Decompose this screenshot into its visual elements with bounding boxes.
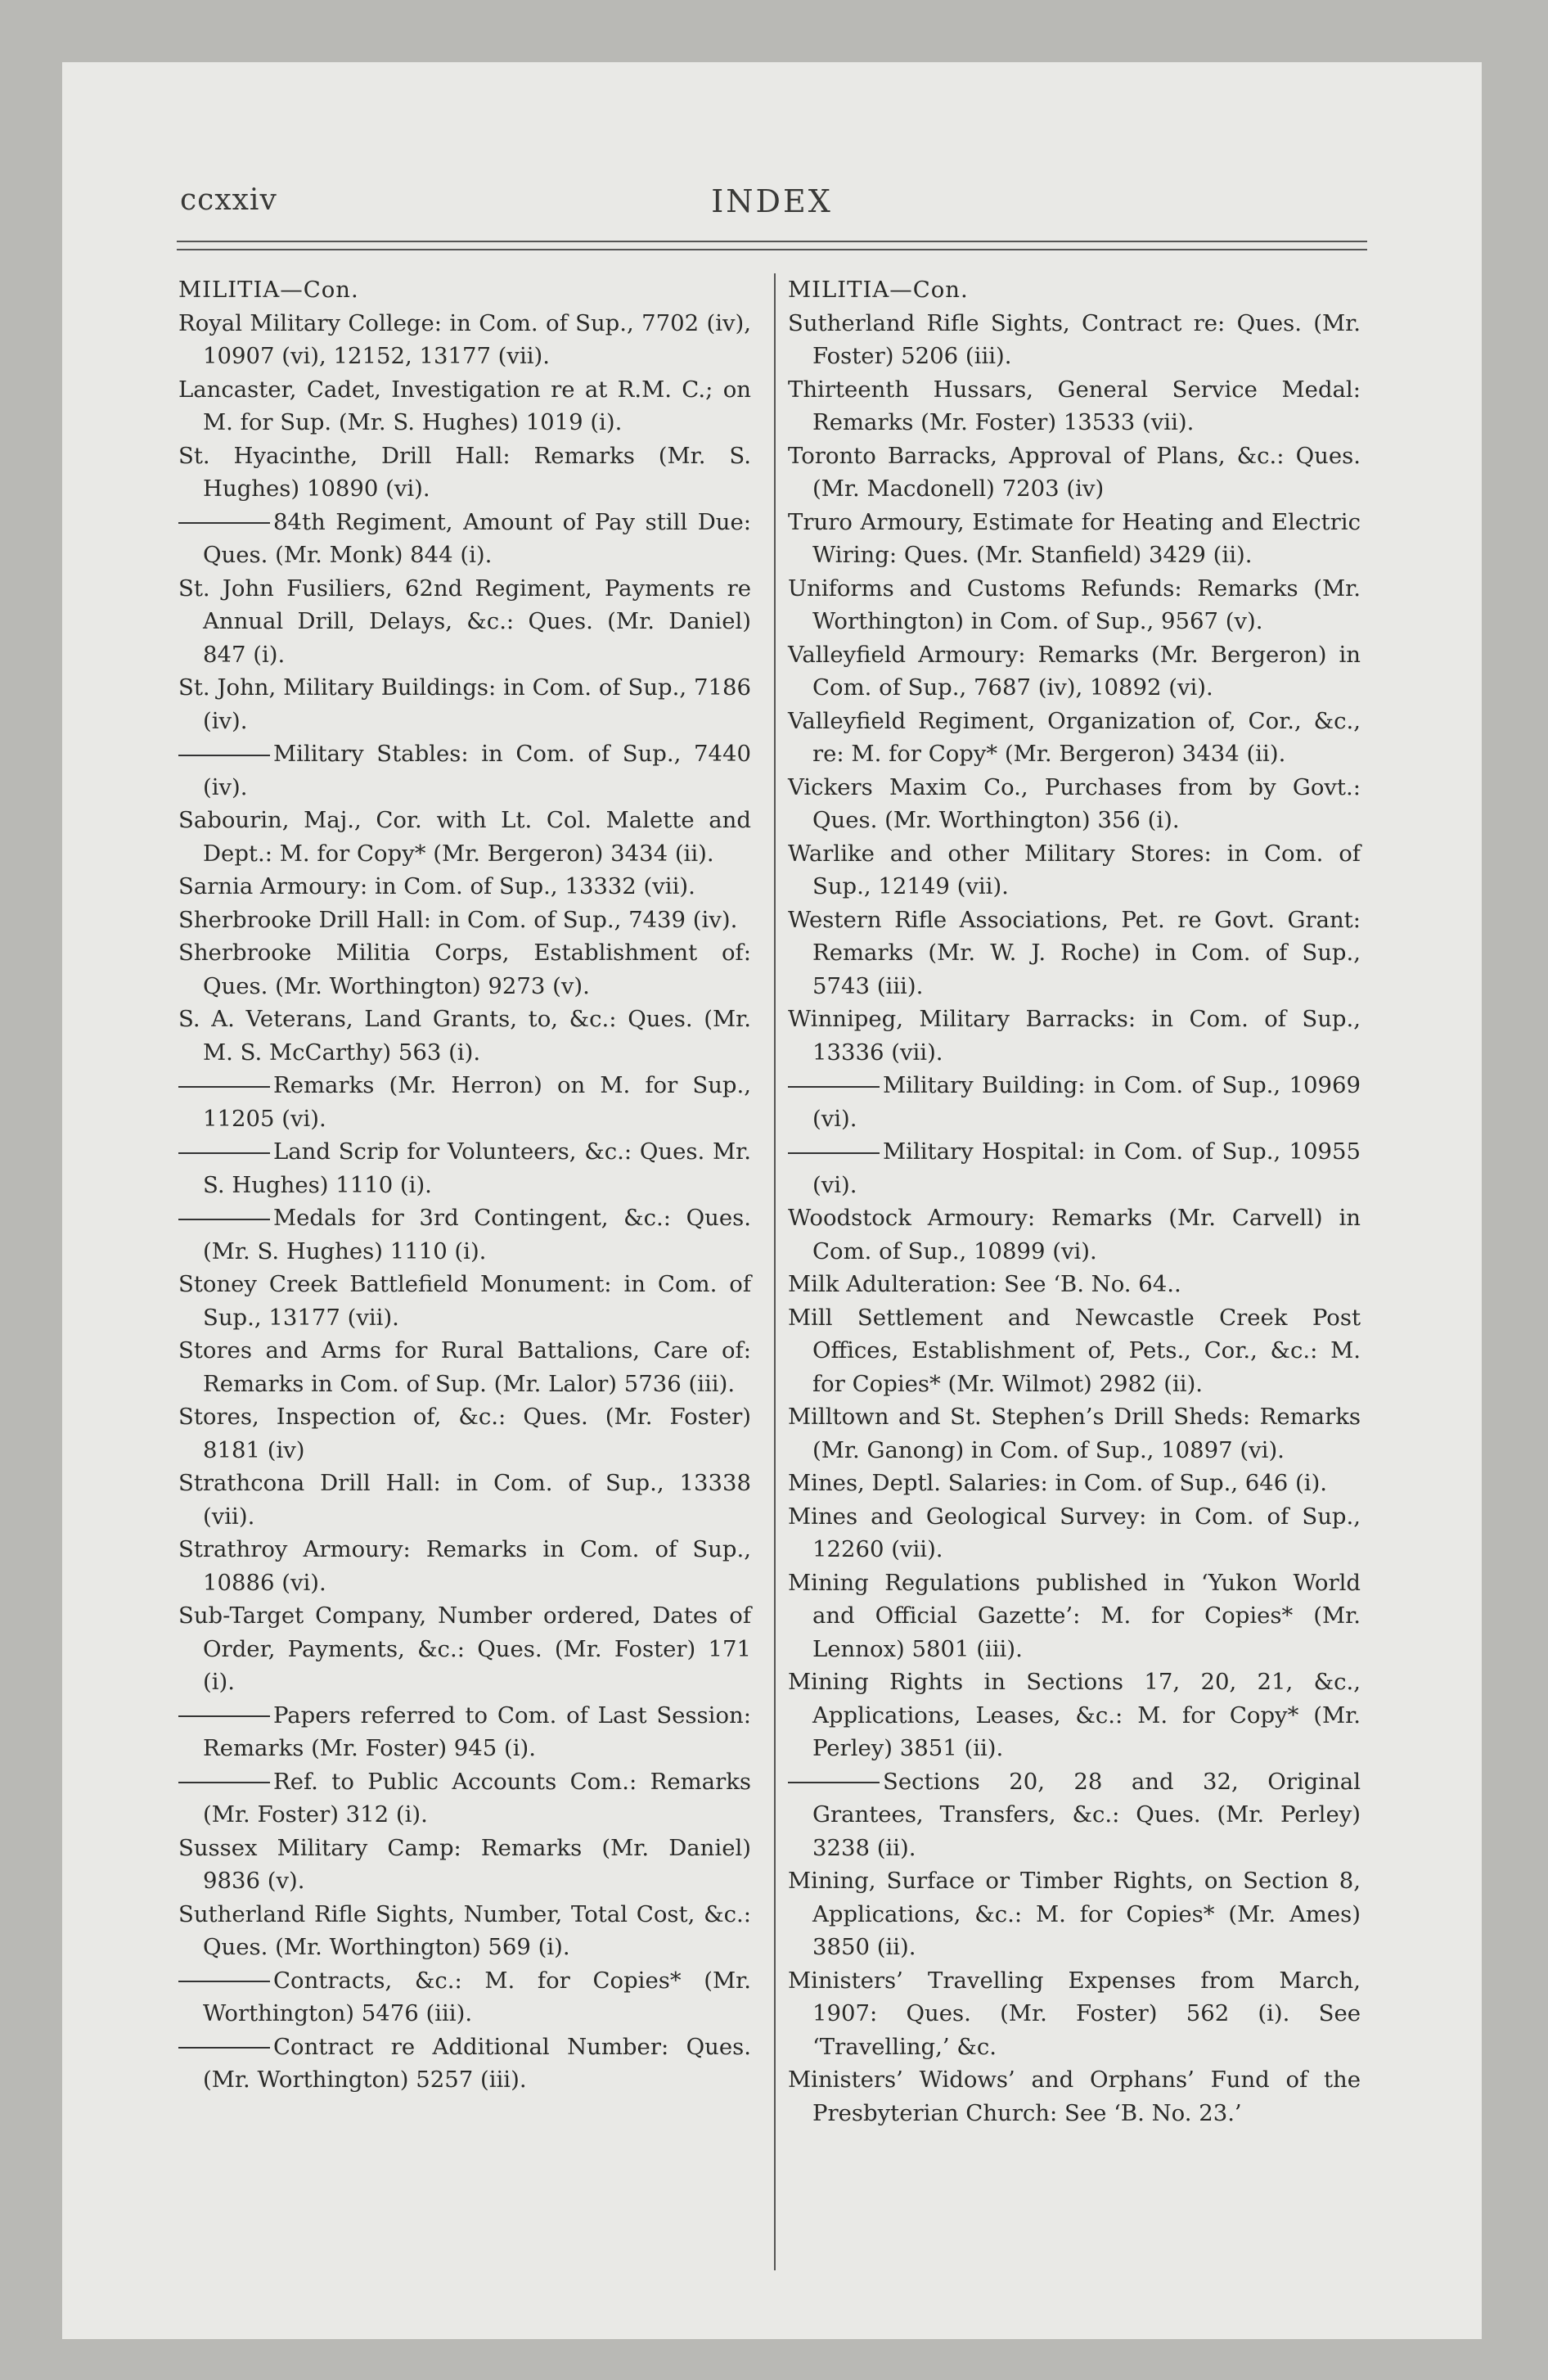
column-divider xyxy=(774,273,776,2270)
index-entry-text: Sutherland Rifle Sights, Number, Total Cost, &c.: Ques. (Mr. Worthington) 569 (i). xyxy=(178,1900,751,1960)
section-heading: MILITIA—Con. xyxy=(788,277,969,303)
index-entry-text: Sutherland Rifle Sights, Contract re: Ques. (Mr. Foster) 5206 (iii). xyxy=(788,309,1361,369)
repeat-dash xyxy=(178,1981,270,1982)
index-entry xyxy=(178,1003,751,1069)
index-entry xyxy=(788,1201,1361,1268)
index-entry-text: Mill Settlement and Newcastle Creek Post Offices, Establishment of, Pets., Cor., &c.: M. for Copies* (Mr. Wilmot) 2982 (ii). xyxy=(788,1304,1361,1397)
repeat-dash xyxy=(788,1152,880,1154)
index-entry xyxy=(178,1268,751,1334)
index-entry-text: Mines, Deptl. Salaries: in Com. of Sup., 646 (i). xyxy=(788,1470,1328,1496)
repeat-dash xyxy=(178,1715,270,1717)
index-entry-text: Remarks (Mr. Herron) on M. for Sup., 11205 (vi). xyxy=(203,1072,751,1132)
index-entry xyxy=(178,1201,751,1268)
index-entry-text: Contract re Additional Number: Ques. (Mr. Worthington) 5257 (iii). xyxy=(203,2033,751,2093)
index-entry xyxy=(178,1069,751,1135)
repeat-dash xyxy=(178,1152,270,1154)
index-entry xyxy=(788,506,1361,572)
index-entry-text: Sarnia Armoury: in Com. of Sup., 13332 (vii). xyxy=(178,873,695,899)
index-entry xyxy=(178,307,751,373)
index-entry xyxy=(178,804,751,870)
index-entry-text: Royal Military College: in Com. of Sup., 7702 (iv), 10907 (vi), 12152, 13177 (vii). xyxy=(178,309,751,369)
repeat-dash xyxy=(178,1086,270,1088)
index-entry xyxy=(788,572,1361,638)
index-entry-text: Thirteenth Hussars, General Service Medal: Remarks (Mr. Foster) 13533 (vii). xyxy=(788,376,1361,435)
index-entry xyxy=(788,1069,1361,1135)
index-entry xyxy=(178,1599,751,1699)
index-entry-text: Lancaster, Cadet, Investigation re at R.M. C.; on M. for Sup. (Mr. S. Hughes) 1019 (i). xyxy=(178,376,751,435)
repeat-dash xyxy=(178,1782,270,1783)
index-entry xyxy=(178,1699,751,1765)
index-entry-text: Valleyfield Regiment, Organization of, Cor., &c., re: M. for Copy* (Mr. Bergeron) 3434 (ii). xyxy=(788,707,1361,767)
index-entry xyxy=(178,1135,751,1201)
index-entry-text: Mining Rights in Sections 17, 20, 21, &c., Applications, Leases, &c.: M. for Copy* (Mr. Perley) 3851 (ii). xyxy=(788,1669,1361,1761)
index-entry-text: Milk Adulteration: See ‘B. No. 64.. xyxy=(788,1271,1181,1297)
page-title: INDEX xyxy=(711,183,833,219)
repeat-dash xyxy=(788,1086,880,1088)
index-entry-text: Medals for 3rd Contingent, &c.: Ques. (Mr. S. Hughes) 1110 (i). xyxy=(203,1205,751,1264)
index-entry xyxy=(788,1864,1361,1964)
index-entry xyxy=(178,1467,751,1533)
index-entry-text: Mines and Geological Survey: in Com. of Sup., 12260 (vii). xyxy=(788,1503,1361,1562)
header-rule-bottom xyxy=(177,249,1367,250)
index-entry-text: Strathroy Armoury: Remarks in Com. of Sup., 10886 (vi). xyxy=(178,1536,751,1596)
index-entry xyxy=(788,638,1361,705)
index-entry xyxy=(788,1135,1361,1201)
index-entry-text: Military Stables: in Com. of Sup., 7440 (iv). xyxy=(203,741,751,800)
index-entry xyxy=(178,1898,751,1964)
index-entry xyxy=(178,1400,751,1467)
index-entry-text: Truro Armoury, Estimate for Heating and Electric Wiring: Ques. (Mr. Stanfield) 3429 (ii). xyxy=(788,508,1361,568)
index-entry xyxy=(788,904,1361,1003)
index-entry-text: Woodstock Armoury: Remarks (Mr. Carvell) in Com. of Sup., 10899 (vi). xyxy=(788,1205,1361,1264)
repeat-dash xyxy=(788,1782,880,1783)
index-entry-text: Military Hospital: in Com. of Sup., 10955 (vi). xyxy=(812,1138,1361,1198)
page-folio: ccxxiv xyxy=(180,183,277,217)
index-entry xyxy=(178,936,751,1003)
left-column xyxy=(178,273,751,2097)
index-entry-text: Valleyfield Armoury: Remarks (Mr. Bergeron) in Com. of Sup., 7687 (iv), 10892 (vi). xyxy=(788,641,1361,701)
index-entry-text: Sub-Target Company, Number ordered, Dates of Order, Payments, &c.: Ques. (Mr. Foster) 171 (i). xyxy=(178,1602,751,1695)
index-entry-text: Stores, Inspection of, &c.: Ques. (Mr. Foster) 8181 (iv) xyxy=(178,1404,751,1463)
repeat-dash xyxy=(178,755,270,756)
index-entry xyxy=(788,705,1361,771)
index-entry-text: Sabourin, Maj., Cor. with Lt. Col. Malette and Dept.: M. for Copy* (Mr. Bergeron) 3434 (ii). xyxy=(178,807,751,867)
index-entry-text: Mining Regulations published in ‘Yukon World and Official Gazette’: M. for Copies* (Mr. Lennox) 5801 (iii). xyxy=(788,1569,1361,1662)
index-entry-text: St. John Fusiliers, 62nd Regiment, Payments re Annual Drill, Delays, &c.: Ques. (Mr. Daniel) 847 (i). xyxy=(178,575,751,668)
index-entry xyxy=(788,373,1361,439)
index-entry-text: Winnipeg, Military Barracks: in Com. of Sup., 13336 (vii). xyxy=(788,1006,1361,1066)
index-entry xyxy=(178,1334,751,1400)
index-entry xyxy=(178,572,751,672)
index-entry-text: Sherbrooke Militia Corps, Establishment of: Ques. (Mr. Worthington) 9273 (v). xyxy=(178,940,751,999)
index-entry-text: St. John, Military Buildings: in Com. of Sup., 7186 (iv). xyxy=(178,674,751,734)
index-entry xyxy=(788,1301,1361,1401)
index-entry xyxy=(178,506,751,572)
index-entry xyxy=(178,904,751,937)
repeat-dash xyxy=(178,1219,270,1220)
index-entry-text: St. Hyacinthe, Drill Hall: Remarks (Mr. S. Hughes) 10890 (vi). xyxy=(178,442,751,502)
repeat-dash xyxy=(178,522,270,524)
index-entry-text: Ministers’ Travelling Expenses from March, 1907: Ques. (Mr. Foster) 562 (i). See ‘Travelling,’ &c. xyxy=(788,1967,1361,2060)
index-entry xyxy=(178,2031,751,2097)
index-entry xyxy=(178,1964,751,2031)
index-entry-text: Land Scrip for Volunteers, &c.: Ques. Mr. S. Hughes) 1110 (i). xyxy=(203,1138,751,1198)
index-entry xyxy=(788,1003,1361,1069)
index-entry xyxy=(788,1964,1361,2064)
index-entry xyxy=(788,2063,1361,2130)
index-entry xyxy=(788,307,1361,373)
index-entry-text: Warlike and other Military Stores: in Com. of Sup., 12149 (vii). xyxy=(788,840,1361,899)
index-entry-text: Toronto Barracks, Approval of Plans, &c.: Ques. (Mr. Macdonell) 7203 (iv) xyxy=(788,442,1361,502)
index-entry-text: 84th Regiment, Amount of Pay still Due: Ques. (Mr. Monk) 844 (i). xyxy=(203,508,751,568)
index-entry-text: Military Building: in Com. of Sup., 10969 (vi). xyxy=(812,1072,1361,1132)
index-entry-text: Milltown and St. Stephen’s Drill Sheds: Remarks (Mr. Ganong) in Com. of Sup., 10897 (vi). xyxy=(788,1404,1361,1463)
index-entry-text: Stores and Arms for Rural Battalions, Care of: Remarks in Com. of Sup. (Mr. Lalor) 5736 (iii). xyxy=(178,1337,751,1397)
index-page xyxy=(62,62,1482,2339)
index-entry-text: Sussex Military Camp: Remarks (Mr. Daniel) 9836 (v). xyxy=(178,1834,751,1894)
index-entry xyxy=(178,671,751,737)
index-entry xyxy=(788,1268,1361,1301)
index-entry-text: Mining, Surface or Timber Rights, on Section 8, Applications, &c.: M. for Copies* (Mr. Ames) 3850 (ii). xyxy=(788,1868,1361,1960)
index-entry xyxy=(178,439,751,506)
index-entry xyxy=(788,1765,1361,1865)
right-column xyxy=(788,273,1361,2130)
index-entry xyxy=(178,870,751,904)
index-entry-text: Ministers’ Widows’ and Orphans’ Fund of the Presbyterian Church: See ‘B. No. 23.’ xyxy=(788,2067,1361,2126)
index-entry-text: Ref. to Public Accounts Com.: Remarks (Mr. Foster) 312 (i). xyxy=(203,1768,751,1828)
index-entry xyxy=(788,1400,1361,1467)
index-entry xyxy=(178,1533,751,1599)
index-entry xyxy=(178,1832,751,1898)
header-rule-top xyxy=(177,241,1367,242)
section-heading: MILITIA—Con. xyxy=(178,277,359,303)
index-entry-text: Contracts, &c.: M. for Copies* (Mr. Worthington) 5476 (iii). xyxy=(203,1967,751,2026)
index-entry xyxy=(788,439,1361,506)
index-entry-text: Strathcona Drill Hall: in Com. of Sup., 13338 (vii). xyxy=(178,1470,751,1530)
index-entry xyxy=(178,1765,751,1832)
index-entry-text: Uniforms and Customs Refunds: Remarks (Mr. Worthington) in Com. of Sup., 9567 (v). xyxy=(788,575,1361,634)
index-entry xyxy=(788,1666,1361,1765)
index-entry xyxy=(788,1566,1361,1666)
index-entry xyxy=(788,1467,1361,1500)
index-entry-text: Sherbrooke Drill Hall: in Com. of Sup., 7439 (iv). xyxy=(178,906,738,933)
index-entry-text: Stoney Creek Battlefield Monument: in Com. of Sup., 13177 (vii). xyxy=(178,1271,751,1331)
index-entry xyxy=(788,771,1361,837)
index-entry xyxy=(788,1500,1361,1566)
index-entry xyxy=(178,373,751,439)
index-entry-text: Western Rifle Associations, Pet. re Govt. Grant: Remarks (Mr. W. J. Roche) in Com. of Sup., 5743 (iii). xyxy=(788,906,1361,999)
index-entry-text: Sections 20, 28 and 32, Original Grantees, Transfers, &c.: Ques. (Mr. Perley) 3238 (ii). xyxy=(812,1768,1361,1861)
running-head xyxy=(62,183,1482,224)
index-entry xyxy=(788,837,1361,904)
index-entry xyxy=(178,737,751,804)
repeat-dash xyxy=(178,2047,270,2049)
index-entry-text: Papers referred to Com. of Last Session: Remarks (Mr. Foster) 945 (i). xyxy=(203,1702,751,1761)
index-entry-text: S. A. Veterans, Land Grants, to, &c.: Ques. (Mr. M. S. McCarthy) 563 (i). xyxy=(178,1006,751,1066)
index-entry-text: Vickers Maxim Co., Purchases from by Govt.: Ques. (Mr. Worthington) 356 (i). xyxy=(788,773,1361,833)
